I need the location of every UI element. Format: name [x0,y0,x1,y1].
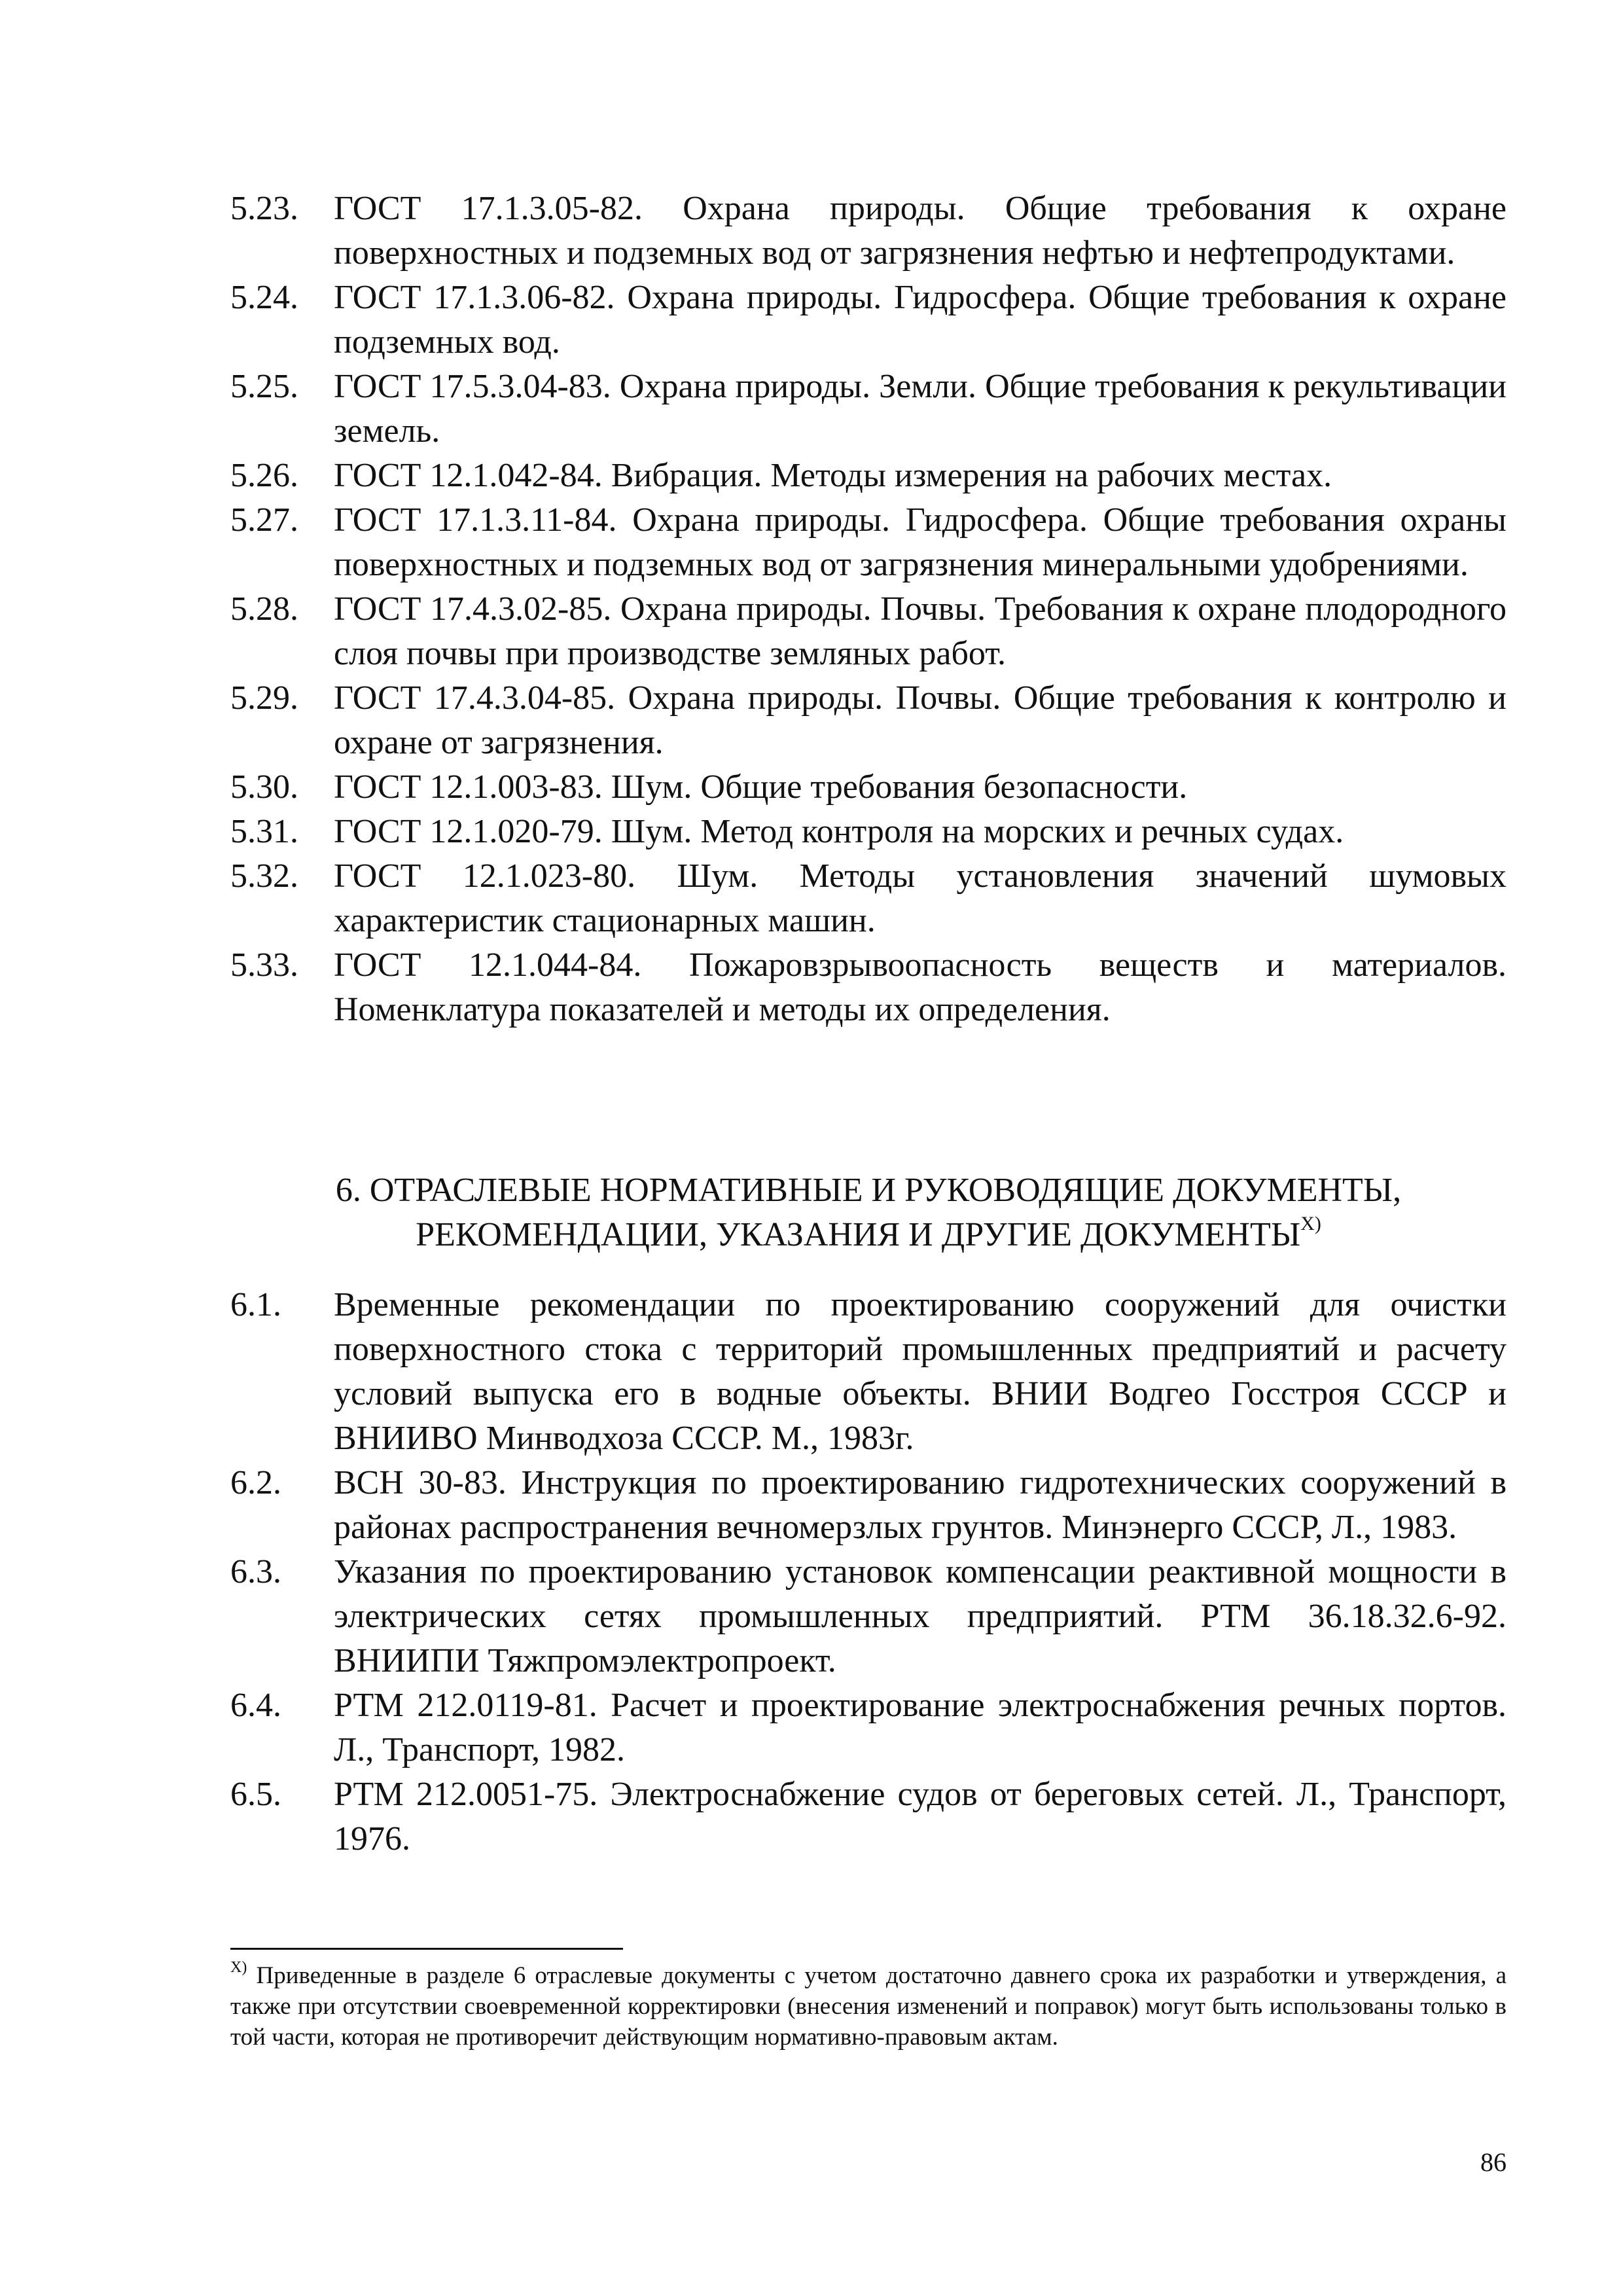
item-number: 5.26. [230,457,298,494]
item-text: Указания по проектированию установок компенсации реактивной мощности в электрических сетях промышленных предприятий. РТМ 36.18.32.6-92. ВНИИПИ Тяжпромэлектропроект. [334,1553,1507,1679]
section-heading [230,1168,1507,1257]
list-item [230,676,1507,765]
item-text: ГОСТ 17.4.3.04-85. Охрана природы. Почвы. Общие требования к контролю и охране от загрязнения. [334,679,1507,761]
list-item [230,1683,1507,1772]
item-text: РТМ 212.0051-75. Электроснабжение судов от береговых сетей. Л., Транспорт, 1976. [334,1776,1507,1857]
item-text: ГОСТ 17.1.3.11-84. Охрана природы. Гидросфера. Общие требования охраны поверхностных и подземных вод от загрязнения минеральными удобрениями. [334,501,1507,583]
list-item [230,854,1507,943]
page-number: 86 [1480,2147,1507,2177]
item-text: ГОСТ 12.1.042-84. Вибрация. Методы измерения на рабочих местах. [334,457,1332,494]
item-text: ГОСТ 12.1.044-84. Пожаровзрывоопасность веществ и материалов. Номенклатура показателей и методы их определения. [334,946,1507,1028]
item-number: 5.24. [230,279,298,316]
list-item [230,587,1507,676]
list-item [230,1772,1507,1861]
item-number: 5.29. [230,679,298,717]
list-item [230,765,1507,810]
item-text: ГОСТ 12.1.023-80. Шум. Методы установления значений шумовых характеристик стационарных машин. [334,857,1507,939]
item-text: ГОСТ 17.1.3.06-82. Охрана природы. Гидросфера. Общие требования к охране подземных вод. [334,279,1507,361]
item-number: 6.2. [230,1464,281,1501]
footnote [230,1960,1507,2053]
list-item [230,187,1507,276]
section-heading-line-1: 6. ОТРАСЛЕВЫЕ НОРМАТИВНЫЕ И РУКОВОДЯЩИЕ ДОКУМЕНТЫ, [335,1172,1402,1209]
item-text: Временные рекомендации по проектированию сооружений для очистки поверхностного стока с территорий промышленных предприятий и расчету условий выпуска его в водные объекты. ВНИИ Водгео Госстроя СССР и ВНИИВО Минводхоза СССР. М., 1983г. [334,1286,1507,1457]
list-item [230,454,1507,498]
section-heading-line-2 [230,1213,1507,1257]
item-number: 5.30. [230,768,298,806]
footnote-divider [230,1948,623,1950]
list-item [230,810,1507,854]
item-number: 6.1. [230,1286,281,1323]
list-item [230,943,1507,1032]
item-text: ВСН 30-83. Инструкция по проектированию гидротехнических сооружений в районах распространения вечномерзлых грунтов. Минэнерго СССР, Л., 1983. [334,1464,1507,1546]
item-number: 6.4. [230,1687,281,1724]
list-item [230,1461,1507,1550]
industry-documents-list [230,1283,1507,1861]
item-number: 5.25. [230,368,298,405]
list-item [230,365,1507,454]
item-number: 5.28. [230,590,298,628]
item-text: ГОСТ 12.1.003-83. Шум. Общие требования безопасности. [334,768,1188,806]
list-item [230,276,1507,365]
item-text: ГОСТ 17.4.3.02-85. Охрана природы. Почвы. Требования к охране плодородного слоя почвы при производстве земляных работ. [334,590,1507,672]
list-item [230,1283,1507,1461]
item-text: ГОСТ 12.1.020-79. Шум. Метод контроля на морских и речных судах. [334,813,1344,850]
item-number: 5.27. [230,501,298,539]
item-text: ГОСТ 17.5.3.04-83. Охрана природы. Земли. Общие требования к рекультивации земель. [334,368,1507,450]
section-heading-line-2-text: РЕКОМЕНДАЦИИ, УКАЗАНИЯ И ДРУГИЕ ДОКУМЕНТЫ [416,1216,1301,1253]
item-number: 6.3. [230,1553,281,1590]
footnote-marker: Х) [230,1958,247,1976]
item-number: 5.33. [230,946,298,984]
item-number: 5.23. [230,190,298,227]
list-item [230,1550,1507,1683]
item-number: 5.31. [230,813,298,850]
footnote-marker: Х) [1300,1212,1321,1234]
list-item [230,498,1507,587]
item-text: ГОСТ 17.1.3.05-82. Охрана природы. Общие требования к охране поверхностных и подземных вод от загрязнения нефтью и нефтепродуктами. [334,190,1507,272]
item-number: 6.5. [230,1776,281,1813]
standards-list-section-5 [230,187,1507,1032]
item-number: 5.32. [230,857,298,895]
footnote-text: Приведенные в разделе 6 отраслевые документы с учетом достаточно давнего срока их разработки и утверждения, а также при отсутствии своевременной корректировки (внесения изменений и поправок) могут быть использованы только в той части, которая не противоречит действующим нормативно-правовым актам. [230,1962,1507,2051]
item-text: РТМ 212.0119-81. Расчет и проектирование электроснабжения речных портов. Л., Транспорт, 1982. [334,1687,1507,1768]
